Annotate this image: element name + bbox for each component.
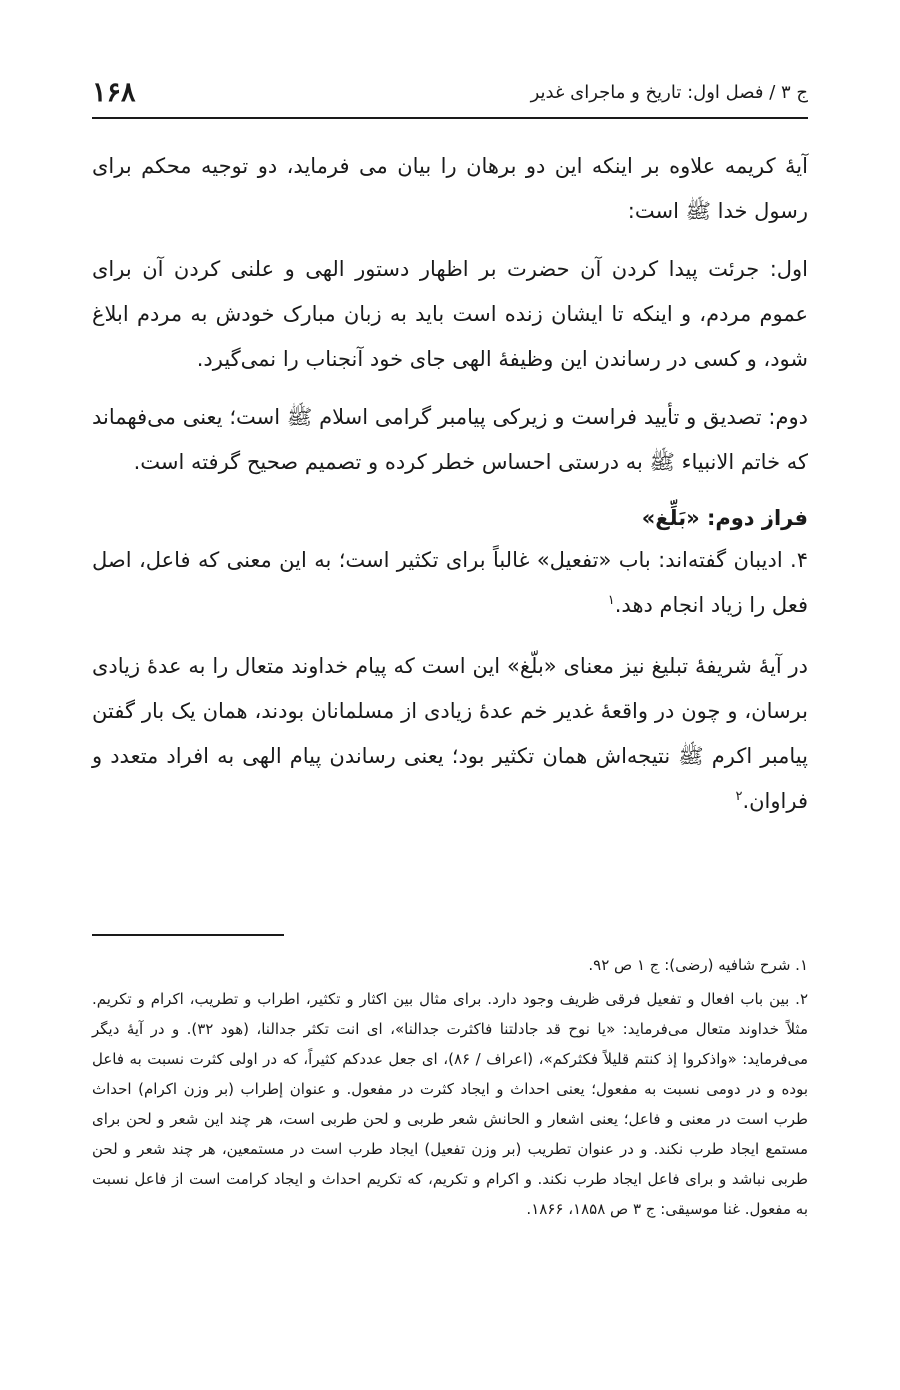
page-header [92,72,808,112]
footnote-divider [92,934,284,936]
paragraph-grammar-note [92,538,808,628]
section-heading: فراز دوم: «بَلِّغ» [641,506,808,530]
header-divider [92,117,808,119]
paragraph-second-reason: دوم: تصدیق و تأیید فراست و زیرکی پیامبر گرامی اسلام ﷺ است؛ یعنی می‌فهماند که خاتم الانبیاء ﷺ به درستی احساس خطر کرده و تصمیم صحیح گرفته است. [92,405,808,474]
footnotes [92,950,808,1228]
paragraph-grammar-note-text: ۴. ادیبان گفته‌اند: باب «تفعیل» غالباً برای تکثیر است؛ به این معنی که فاعل، اصل فعل را زیاد انجام دهد. [92,548,808,617]
footnote-2: ۲. بین باب افعال و تفعیل فرقی ظریف وجود دارد. برای مثال بین اکثار و تکثیر، اطراب و تطریب، اکرام و تکریم. مثلاً خداوند متعال می‌فرماید: «یا نوح قد جادلتنا فاکثرت جدالنا»، ای انت تکثر جدالنا، (هود ۳۲). و در آیۀ دیگر می‌فرماید: «واذکروا إذ کنتم قلیلاً فکثرکم»، (اعراف / ۸۶)، ای جعل عددکم کثیراً، که در اولی کثرت نسبت به فاعل بوده و در دومی نسبت به مفعول؛ یعنی احداث و ایجاد کثرت در مفعول. و عنوان إطراب (بر وزن اکرام) احداث طرب است در معنی و فاعل؛ یعنی اشعار و الحانش شعر طربی و لحن طربی است، هر چند این شعر و لحن برای مستمع ایجاد طرب نکند. و در عنوان تطریب (بر وزن تفعیل) ایجاد طرب است در مستمعین، هر چند شعر و لحن طربی نباشد و برای فاعل ایجاد طرب نکند. و اکرام و تکریم، که تکریم احداث و ایجاد کرامت است از فاعل نسبت به مفعول. غنا موسیقی: ج ۳ ص ۱۸۵۸، ۱۸۶۶. [92,990,808,1218]
book-page [92,0,808,1390]
footnote-1: ۱. شرح شافیه (رضی): ج ۱ ص ۹۲. [588,956,808,974]
paragraph-tabligh [92,644,808,824]
paragraph-intro: آیۀ کریمه علاوه بر اینکه این دو برهان را بیان می فرماید، دو توجیه محکم برای رسول خدا ﷺ است: [92,154,808,223]
paragraph-first-reason: اول: جرئت پیدا کردن آن حضرت بر اظهار دستور الهی و علنی کردن آن برای عموم مردم، و اینکه تا ایشان زنده است باید به زبان مبارک خودش به مردم ابلاغ شود، و کسی در رساندن این وظیفۀ الهی جای خود آنجناب را نمی‌گیرد. [92,257,808,371]
main-text [92,144,808,837]
page-number: ۱۶۸ [92,76,136,108]
running-title: ج ۳ / فصل اول: تاریخ و ماجرای غدیر [530,81,808,103]
footnote-ref-2[interactable]: ۲ [735,789,743,804]
footnote-ref-1[interactable]: ۱ [607,593,615,608]
paragraph-tabligh-text: در آیۀ شریفۀ تبلیغ نیز معنای «بلّغ» این است که پیام خداوند متعال را به عدۀ زیادی برسان، و چون در واقعۀ غدیر خم عدۀ زیادی از مسلمانان بودند، همان یک بار گفتن پیامبر اکرم ﷺ نتیجه‌اش همان تکثیر بود؛ یعنی رساندن پیام الهی به افراد متعدد و فراوان. [92,654,808,813]
